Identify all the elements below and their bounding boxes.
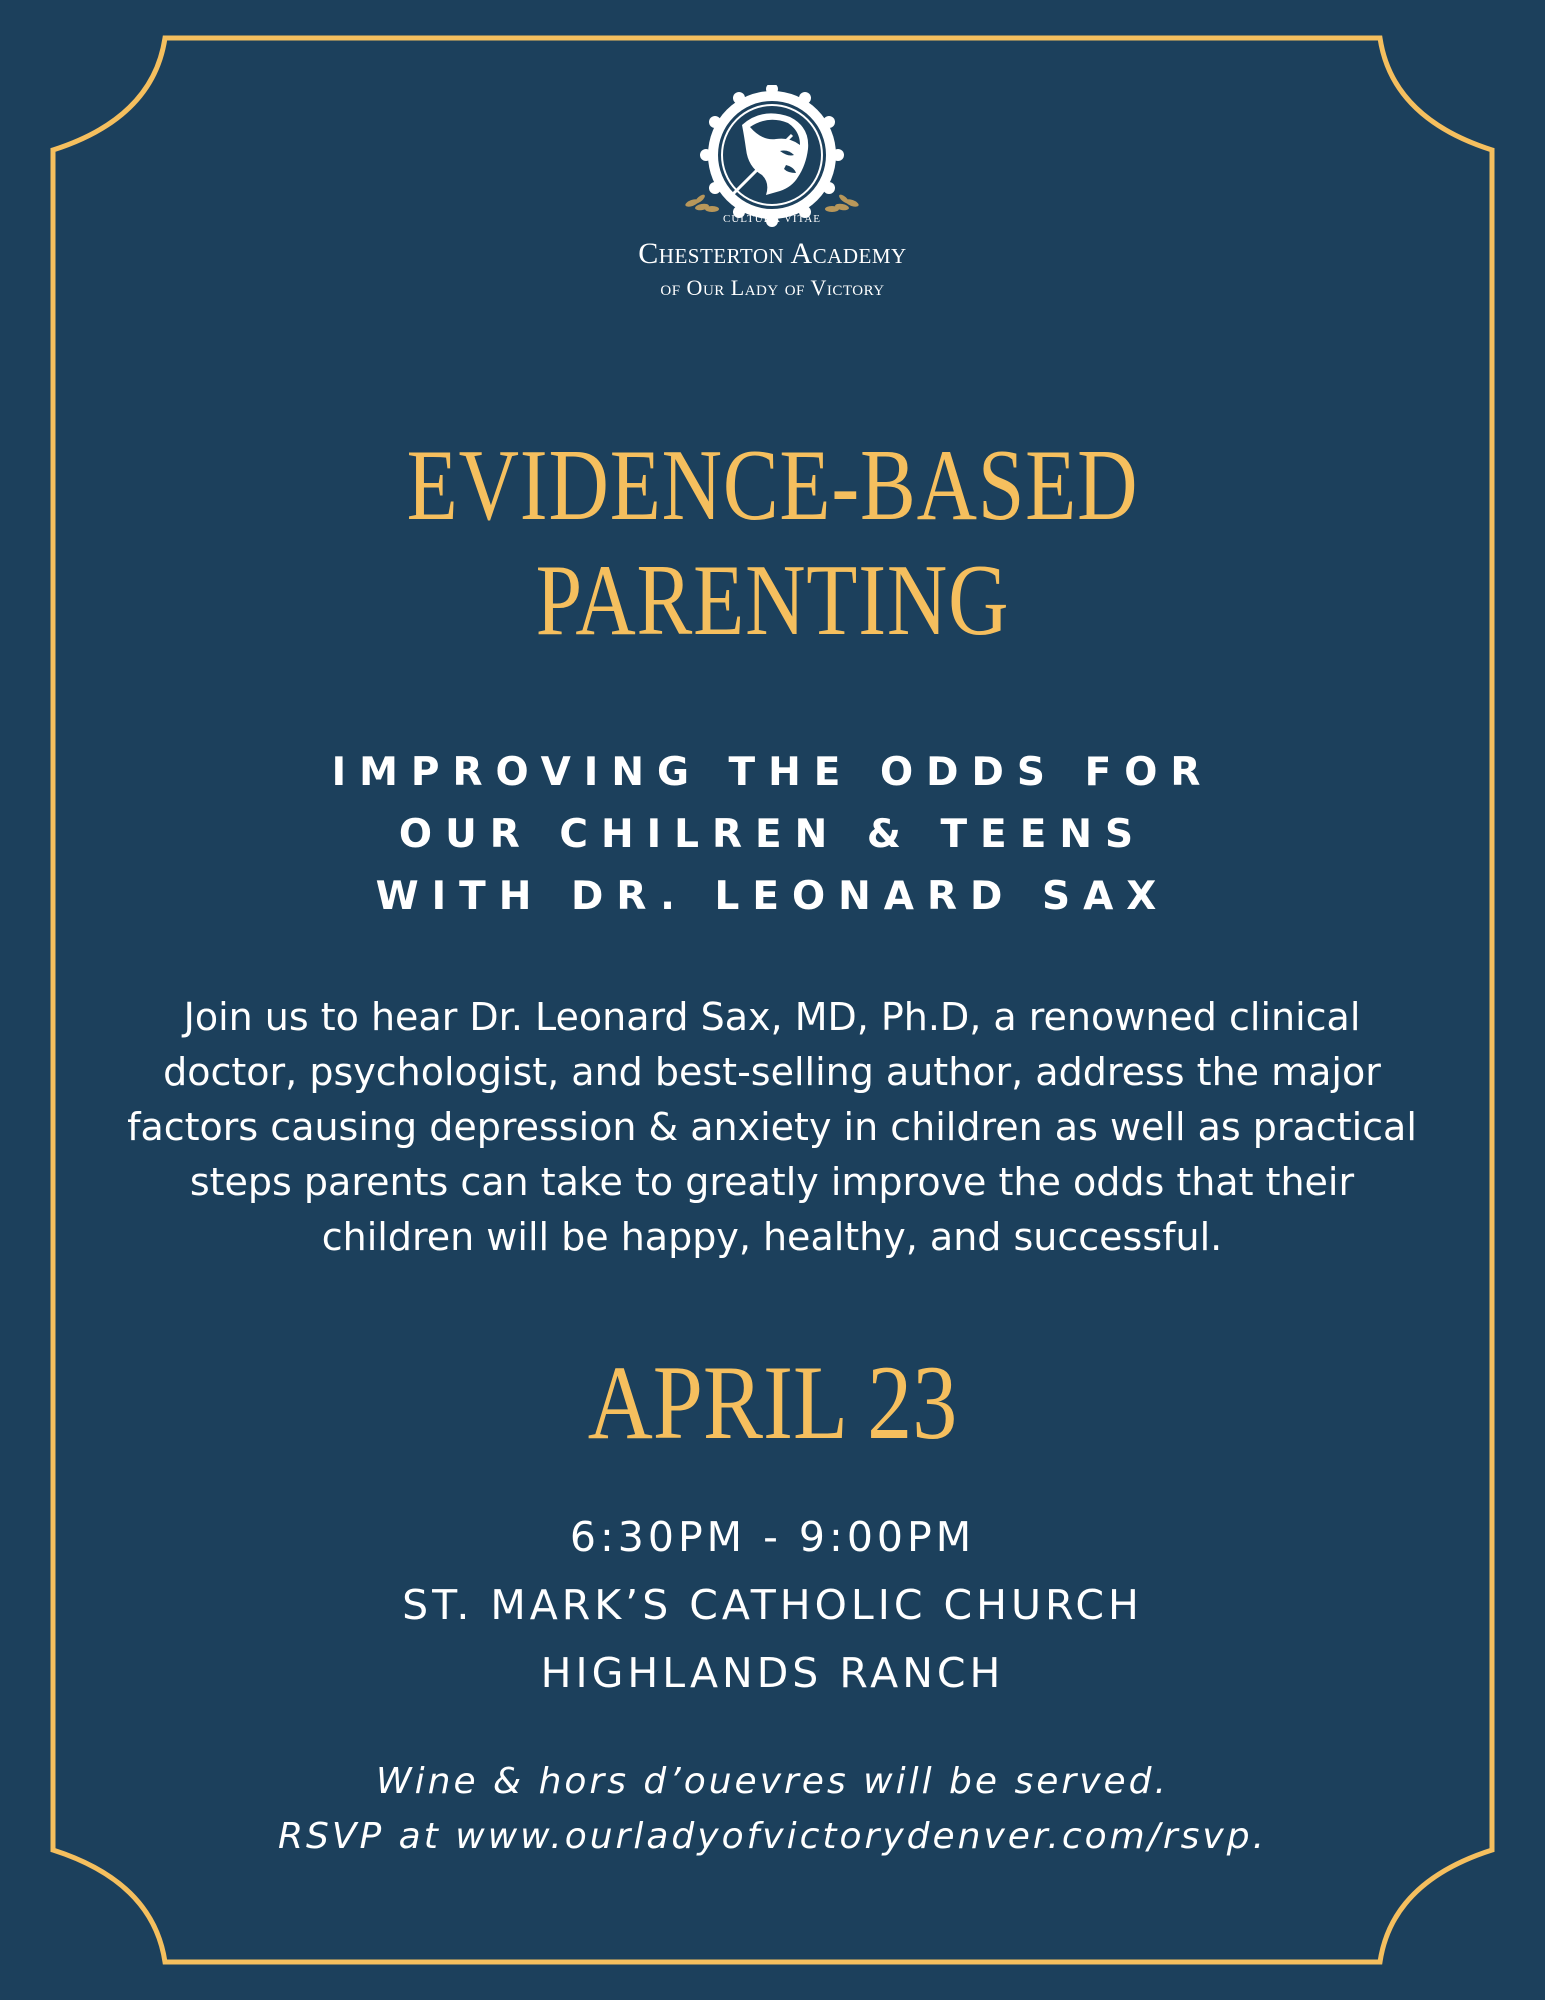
subtitle-line-1: IMPROVING THE ODDS FOR bbox=[331, 750, 1214, 795]
event-venue: ST. MARK’S CATHOLIC CHURCH bbox=[402, 1581, 1143, 1629]
event-description: Join us to hear Dr. Leonard Sax, MD, Ph.D, a renowned clinical doctor, psychologist, and best-selling author, address the major factors causing depression & anxiety in children as well as practical steps parents can take to greatly improve the odds that their children will be happy, healthy, and successful. bbox=[127, 995, 1417, 1259]
refreshments-note: Wine & hors d’ouevres will be served. bbox=[376, 1761, 1169, 1802]
organization-subname: of Our Lady of Victory bbox=[660, 275, 885, 300]
event-date: APRIL 23 bbox=[587, 1344, 958, 1461]
rsvp-link[interactable]: RSVP at www.ourladyofvictorydenver.com/rsvp. bbox=[277, 1816, 1268, 1857]
subtitle-line-3: WITH DR. LEONARD SAX bbox=[375, 874, 1170, 919]
logo-motto: CULTURA VITAE bbox=[723, 213, 821, 225]
title-line-2: PARENTING bbox=[535, 544, 1010, 657]
organization-name: Chesterton Academy bbox=[638, 237, 907, 270]
event-time: 6:30PM - 9:00PM bbox=[569, 1513, 976, 1561]
subtitle-line-2: OUR CHILREN & TEENS bbox=[398, 812, 1147, 857]
academy-logo bbox=[672, 85, 872, 235]
event-city: HIGHLANDS RANCH bbox=[540, 1649, 1005, 1697]
title-line-1: EVIDENCE-BASED bbox=[406, 429, 1139, 542]
